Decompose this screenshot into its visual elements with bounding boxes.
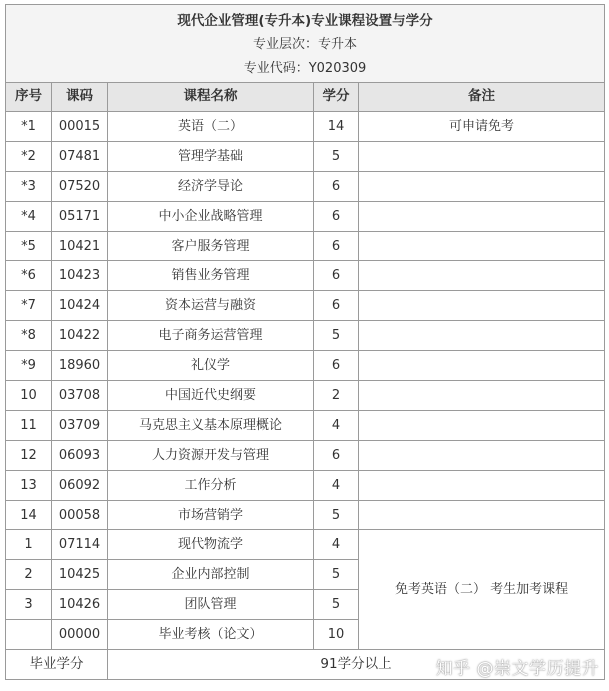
cell-remark	[359, 500, 605, 530]
cell-name: 毕业考核（论文）	[108, 620, 314, 650]
cell-seq: 3	[6, 590, 52, 620]
cell-name: 现代物流学	[108, 530, 314, 560]
cell-code: 10423	[52, 261, 108, 291]
cell-remark	[359, 171, 605, 201]
table-row	[6, 500, 605, 530]
merged-remark: 免考英语（二） 考生加考课程	[359, 530, 605, 650]
table-title: 现代企业管理(专升本)专业课程设置与学分	[6, 5, 605, 34]
cell-code: 10421	[52, 231, 108, 261]
cell-code: 06093	[52, 440, 108, 470]
cell-remark	[359, 440, 605, 470]
table-row	[6, 351, 605, 381]
header-remark: 备注	[359, 83, 605, 112]
cell-code: 18960	[52, 351, 108, 381]
cell-code: 03708	[52, 381, 108, 411]
cell-credit: 6	[314, 201, 359, 231]
cell-name: 中小企业战略管理	[108, 201, 314, 231]
cell-name: 电子商务运营管理	[108, 321, 314, 351]
cell-code: 10426	[52, 590, 108, 620]
cell-code: 07481	[52, 141, 108, 171]
cell-name: 马克思主义基本原理概论	[108, 410, 314, 440]
cell-remark	[359, 201, 605, 231]
cell-remark	[359, 381, 605, 411]
table-row	[6, 470, 605, 500]
cell-remark	[359, 410, 605, 440]
table-row	[6, 381, 605, 411]
cell-credit: 14	[314, 112, 359, 142]
table-row	[6, 410, 605, 440]
cell-credit: 5	[314, 141, 359, 171]
cell-name: 管理学基础	[108, 141, 314, 171]
table-row	[6, 440, 605, 470]
graduation-credit-label: 毕业学分	[6, 650, 108, 680]
cell-credit: 5	[314, 321, 359, 351]
cell-seq: *1	[6, 112, 52, 142]
cell-credit: 6	[314, 231, 359, 261]
table-row	[6, 112, 605, 142]
cell-credit: 4	[314, 530, 359, 560]
cell-remark	[359, 351, 605, 381]
table-row	[6, 141, 605, 171]
cell-seq: *4	[6, 201, 52, 231]
cell-seq: *8	[6, 321, 52, 351]
cell-credit: 4	[314, 410, 359, 440]
cell-name: 英语（二）	[108, 112, 314, 142]
cell-credit: 5	[314, 500, 359, 530]
header-name: 课程名称	[108, 83, 314, 112]
header-credit: 学分	[314, 83, 359, 112]
cell-seq: 11	[6, 410, 52, 440]
cell-remark	[359, 470, 605, 500]
cell-seq: 2	[6, 560, 52, 590]
cell-seq: *7	[6, 291, 52, 321]
cell-code: 00058	[52, 500, 108, 530]
watermark: 知乎 @崇文学历提升	[435, 659, 599, 679]
cell-name: 企业内部控制	[108, 560, 314, 590]
cell-name: 销售业务管理	[108, 261, 314, 291]
cell-credit: 6	[314, 171, 359, 201]
table-row	[6, 530, 605, 560]
cell-seq: *5	[6, 231, 52, 261]
cell-code: 05171	[52, 201, 108, 231]
cell-credit: 10	[314, 620, 359, 650]
cell-seq: *3	[6, 171, 52, 201]
cell-code: 10424	[52, 291, 108, 321]
cell-name: 人力资源开发与管理	[108, 440, 314, 470]
curriculum-table	[5, 4, 605, 680]
cell-remark: 可申请免考	[359, 112, 605, 142]
cell-seq: *6	[6, 261, 52, 291]
cell-name: 团队管理	[108, 590, 314, 620]
cell-remark	[359, 321, 605, 351]
cell-remark	[359, 291, 605, 321]
header-code: 课码	[52, 83, 108, 112]
cell-code: 10422	[52, 321, 108, 351]
table-row	[6, 321, 605, 351]
cell-remark	[359, 261, 605, 291]
cell-credit: 5	[314, 560, 359, 590]
cell-credit: 6	[314, 351, 359, 381]
cell-name: 客户服务管理	[108, 231, 314, 261]
cell-credit: 6	[314, 291, 359, 321]
cell-code: 00000	[52, 620, 108, 650]
table-row	[6, 201, 605, 231]
header-seq: 序号	[6, 83, 52, 112]
cell-name: 经济学导论	[108, 171, 314, 201]
cell-code: 07520	[52, 171, 108, 201]
major-level: 专业层次：专升本	[6, 33, 605, 55]
cell-name: 市场营销学	[108, 500, 314, 530]
cell-remark	[359, 141, 605, 171]
cell-code: 06092	[52, 470, 108, 500]
cell-remark	[359, 231, 605, 261]
cell-credit: 2	[314, 381, 359, 411]
cell-name: 中国近代史纲要	[108, 381, 314, 411]
cell-seq: *2	[6, 141, 52, 171]
cell-seq: 12	[6, 440, 52, 470]
graduation-credit-value: 91学分以上	[108, 650, 605, 680]
cell-seq: 1	[6, 530, 52, 560]
cell-code: 00015	[52, 112, 108, 142]
column-header-row	[6, 83, 605, 112]
table-row	[6, 231, 605, 261]
cell-seq: *9	[6, 351, 52, 381]
cell-name: 资本运营与融资	[108, 291, 314, 321]
cell-name: 工作分析	[108, 470, 314, 500]
cell-code: 07114	[52, 530, 108, 560]
cell-credit: 6	[314, 261, 359, 291]
table-row	[6, 171, 605, 201]
cell-seq: 10	[6, 381, 52, 411]
cell-code: 10425	[52, 560, 108, 590]
cell-seq	[6, 620, 52, 650]
cell-credit: 6	[314, 440, 359, 470]
cell-name: 礼仪学	[108, 351, 314, 381]
table-row	[6, 261, 605, 291]
table-row	[6, 291, 605, 321]
cell-seq: 14	[6, 500, 52, 530]
cell-seq: 13	[6, 470, 52, 500]
cell-code: 03709	[52, 410, 108, 440]
cell-credit: 5	[314, 590, 359, 620]
cell-credit: 4	[314, 470, 359, 500]
major-code: 专业代码：Y020309	[6, 55, 605, 83]
